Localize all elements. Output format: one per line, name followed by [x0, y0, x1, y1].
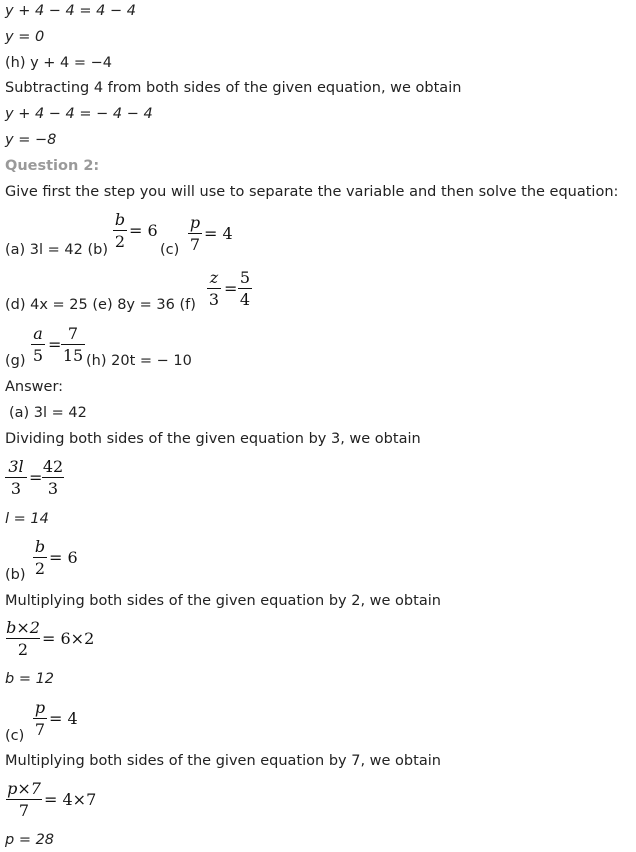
text-line: Multiplying both sides of the given equation by 2, we obtain [5, 593, 441, 609]
fraction-b-solution-step: b 2 = 6 [34, 537, 78, 578]
question-part-h: (h) 20t = − 10 [86, 353, 192, 369]
answer-heading: Answer: [5, 379, 64, 395]
text-line: Multiplying both sides of the given equation by 7, we obtain [5, 753, 441, 769]
equation-line: y = −8 [5, 132, 57, 148]
text-line: Dividing both sides of the given equation by 3, we obtain [5, 431, 421, 447]
equation-line: y + 4 − 4 = − 4 − 4 [5, 106, 153, 122]
question-part-d-e-f: (d) 4x = 25 (e) 8y = 36 (f) [5, 297, 196, 313]
answer-part-b: (b) [5, 567, 26, 583]
equation-line: y = 0 [5, 29, 45, 45]
answer-part-c: (c) [5, 728, 25, 744]
question-heading: Question 2: [5, 158, 100, 174]
question-part-a-b: (a) 3l = 42 (b) [5, 242, 109, 258]
fraction-a-solution: 3l 3 = 42 3 [5, 457, 75, 501]
fraction-c-solution-step: p 7 = 4 [34, 698, 78, 739]
fraction-c-equation: p 7 = 4 [189, 213, 233, 254]
fraction-g-equation: a 5 = 7 15 [32, 324, 84, 365]
question-part-g: (g) [5, 353, 26, 369]
answer-part-a: (a) 3l = 42 [9, 405, 87, 421]
text-line: Subtracting 4 from both sides of the given equation, we obtain [5, 80, 462, 96]
fraction-c-multiply: p×7 7 = 4×7 [7, 779, 97, 820]
fraction-b-equation: b 2 = 6 [114, 210, 158, 251]
fraction-b-multiply: b×2 2 = 6×2 [6, 618, 95, 659]
solution-line: b = 12 [5, 671, 55, 687]
equation-line: (h) y + 4 = −4 [5, 55, 113, 71]
equation-line: y + 4 − 4 = 4 − 4 [5, 3, 136, 19]
solution-line: p = 28 [5, 832, 55, 848]
solution-line: l = 14 [5, 511, 49, 527]
fraction-f-equation: z 3 = 5 4 [208, 268, 251, 309]
question-part-c: (c) [160, 242, 180, 258]
question-text: Give first the step you will use to separate the variable and then solve the equation: [5, 184, 619, 200]
